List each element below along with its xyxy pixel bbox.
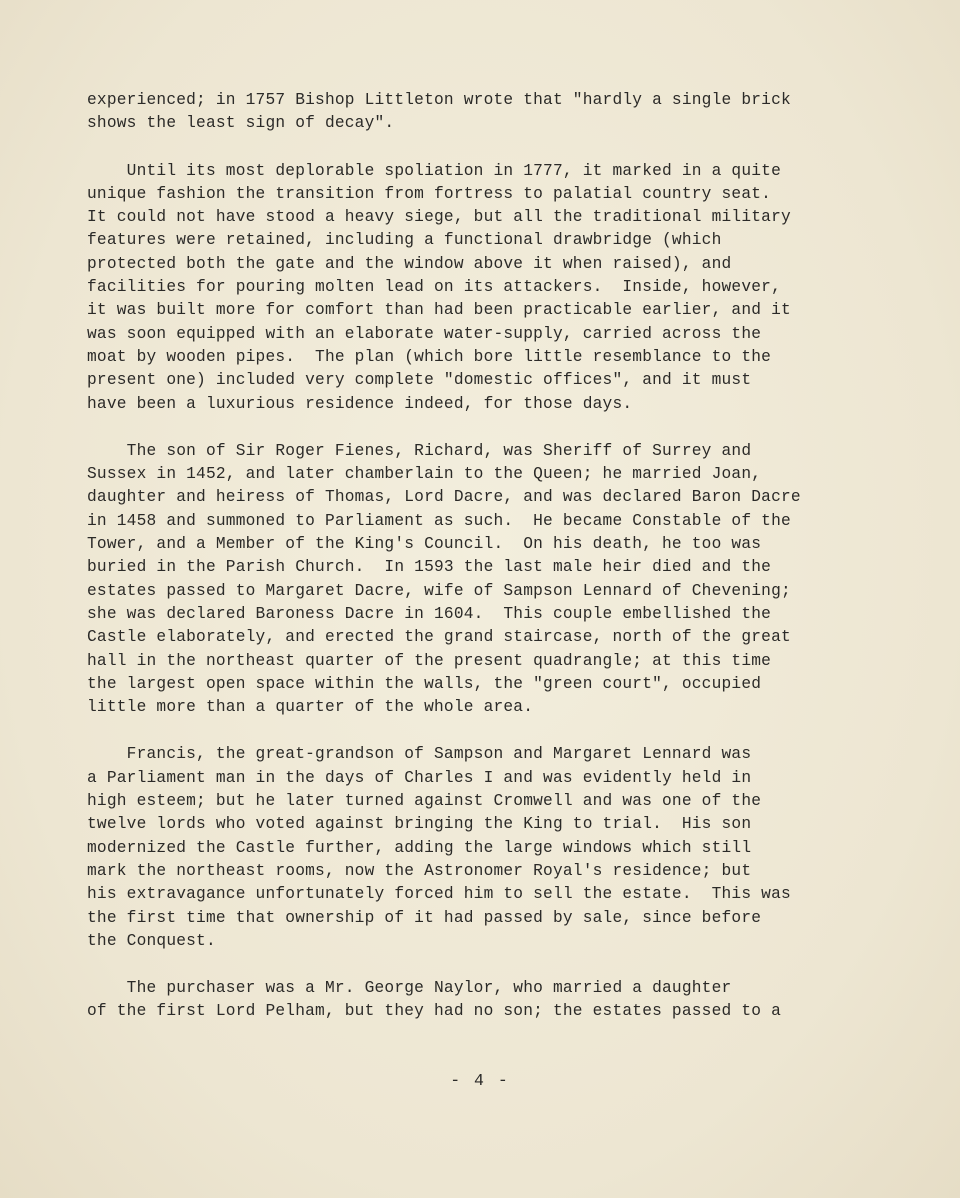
text-line: little more than a quarter of the whole area.	[87, 698, 534, 717]
text-line: a Parliament man in the days of Charles I and was evidently held in	[87, 768, 752, 787]
text-line: Tower, and a Member of the King's Council. On his death, he too was	[87, 535, 762, 554]
text-line: daughter and heiress of Thomas, Lord Dacre, and was declared Baron Dacre	[87, 488, 801, 507]
text-line: shows the least sign of decay".	[87, 114, 395, 133]
text-line: facilities for pouring molten lead on its attackers. Inside, however,	[87, 278, 781, 297]
paragraph	[87, 440, 877, 720]
text-line: have been a luxurious residence indeed, for those days.	[87, 394, 633, 413]
text-line: in 1458 and summoned to Parliament as such. He became Constable of the	[87, 511, 791, 530]
text-line: present one) included very complete "domestic offices", and it must	[87, 371, 752, 390]
text-line: it was built more for comfort than had been practicable earlier, and it	[87, 301, 791, 320]
text-line: hall in the northeast quarter of the present quadrangle; at this time	[87, 651, 772, 670]
text-line: was soon equipped with an elaborate water-supply, carried across the	[87, 324, 762, 343]
text-line: Castle elaborately, and erected the grand staircase, north of the great	[87, 628, 791, 647]
text-line: It could not have stood a heavy siege, but all the traditional military	[87, 208, 791, 227]
paragraph	[87, 160, 877, 416]
text-line: the first time that ownership of it had passed by sale, since before	[87, 908, 762, 927]
text-line: high esteem; but he later turned against Cromwell and was one of the	[87, 792, 762, 811]
page-number: - 4 -	[450, 1071, 510, 1090]
text-line: features were retained, including a functional drawbridge (which	[87, 231, 722, 250]
text-line: protected both the gate and the window above it when raised), and	[87, 254, 732, 273]
text-line: The purchaser was a Mr. George Naylor, who married a daughter	[87, 979, 732, 998]
body-text	[87, 89, 877, 1048]
text-line: experienced; in 1757 Bishop Littleton wrote that "hardly a single brick	[87, 91, 791, 109]
text-line: she was declared Baroness Dacre in 1604. This couple embellished the	[87, 604, 772, 623]
text-line: buried in the Parish Church. In 1593 the last male heir died and the	[87, 558, 772, 577]
text-line: estates passed to Margaret Dacre, wife of Sampson Lennard of Chevening;	[87, 581, 791, 600]
text-line: Sussex in 1452, and later chamberlain to the Queen; he married Joan,	[87, 465, 762, 484]
text-line: The son of Sir Roger Fienes, Richard, was Sheriff of Surrey and	[87, 441, 752, 460]
paragraph	[87, 977, 877, 1024]
text-line: Until its most deplorable spoliation in 1777, it marked in a quite	[87, 161, 781, 180]
paragraph	[87, 89, 877, 136]
text-line: his extravagance unfortunately forced him to sell the estate. This was	[87, 885, 791, 904]
paragraph	[87, 743, 877, 953]
text-line: the largest open space within the walls, the "green court", occupied	[87, 674, 762, 693]
text-line: of the first Lord Pelham, but they had no son; the estates passed to a	[87, 1002, 781, 1021]
text-line: unique fashion the transition from fortress to palatial country seat.	[87, 184, 772, 203]
text-line: the Conquest.	[87, 931, 216, 950]
text-line: moat by wooden pipes. The plan (which bore little resemblance to the	[87, 347, 772, 366]
text-line: Francis, the great-grandson of Sampson and Margaret Lennard was	[87, 745, 752, 764]
text-line: mark the northeast rooms, now the Astronomer Royal's residence; but	[87, 861, 752, 880]
text-line: twelve lords who voted against bringing the King to trial. His son	[87, 815, 752, 834]
text-line: modernized the Castle further, adding the large windows which still	[87, 838, 752, 857]
